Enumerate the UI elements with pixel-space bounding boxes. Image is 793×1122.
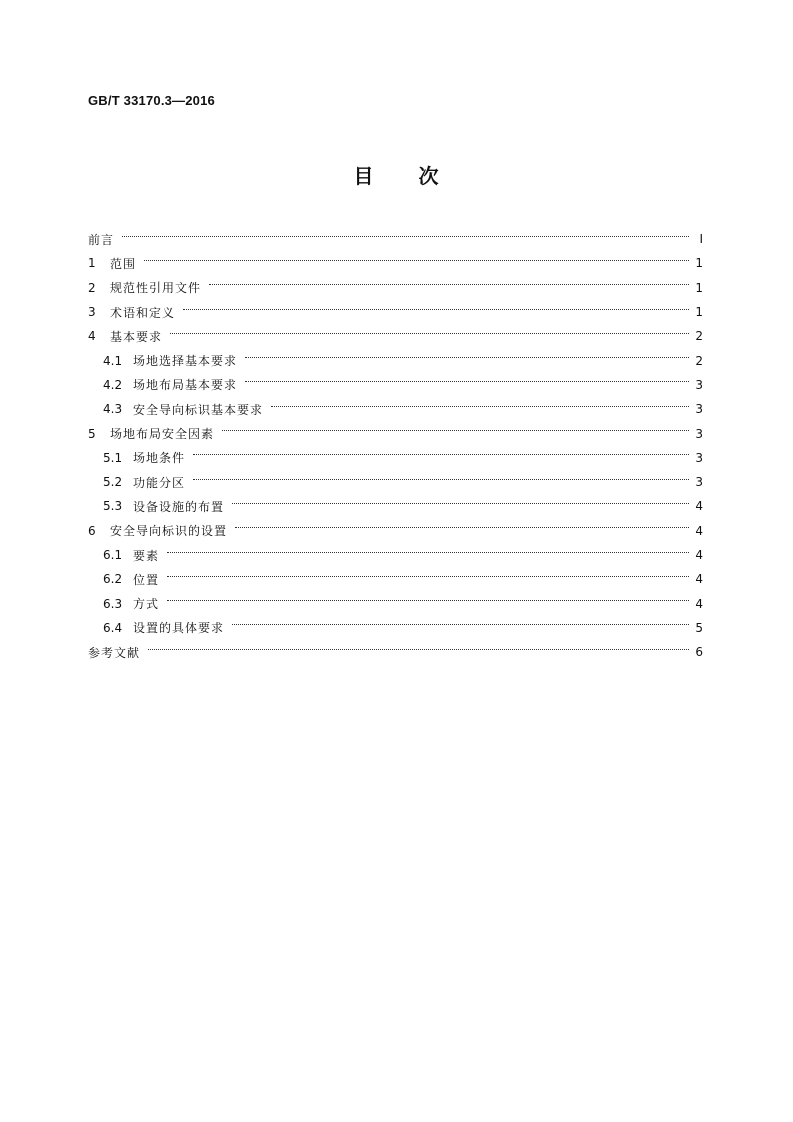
dot-leader bbox=[232, 503, 689, 504]
toc-entry-label: 场地条件 bbox=[133, 451, 186, 466]
toc-entry-number: 5.2 bbox=[103, 475, 123, 490]
dot-leader bbox=[271, 406, 689, 407]
toc-entry-label: 安全导向标识基本要求 bbox=[133, 402, 264, 417]
toc-entry-page: 4 bbox=[695, 499, 703, 514]
toc-entry-page: 3 bbox=[695, 402, 703, 417]
toc-entry-label: 功能分区 bbox=[133, 475, 186, 490]
toc-entry[interactable] bbox=[88, 348, 703, 372]
dot-leader bbox=[245, 357, 689, 358]
toc-entry[interactable] bbox=[88, 300, 703, 324]
toc-entry[interactable] bbox=[88, 591, 703, 615]
toc-entry[interactable] bbox=[88, 446, 703, 470]
toc-entry[interactable] bbox=[88, 470, 703, 494]
dot-leader bbox=[245, 381, 689, 382]
standard-number: GB/T 33170.3—2016 bbox=[88, 93, 215, 108]
page-title bbox=[0, 160, 793, 189]
toc-entry-label: 基本要求 bbox=[110, 329, 163, 344]
dot-leader bbox=[167, 600, 689, 601]
toc-entry-label: 要素 bbox=[133, 548, 160, 563]
dot-leader bbox=[167, 552, 689, 553]
toc-entry-number: 4.2 bbox=[103, 377, 123, 392]
toc-entry-page: 1 bbox=[695, 280, 703, 295]
toc-entry-number: 4 bbox=[88, 329, 96, 344]
toc-entry-label: 参考文献 bbox=[88, 645, 141, 660]
table-of-contents bbox=[88, 227, 703, 664]
toc-entry-page: Ⅰ bbox=[699, 232, 703, 247]
toc-entry-number: 6.3 bbox=[103, 596, 123, 611]
toc-entry-label: 安全导向标识的设置 bbox=[110, 524, 228, 539]
toc-entry-label: 范围 bbox=[110, 256, 137, 271]
toc-entry-page: 4 bbox=[695, 596, 703, 611]
toc-entry-number: 3 bbox=[88, 305, 96, 320]
toc-entry-number: 6.2 bbox=[103, 572, 123, 587]
toc-entry-label: 设置的具体要求 bbox=[133, 621, 225, 636]
toc-entry-page: 2 bbox=[695, 329, 703, 344]
toc-entry[interactable] bbox=[88, 251, 703, 275]
toc-entry-page: 2 bbox=[695, 353, 703, 368]
toc-entry-page: 3 bbox=[695, 450, 703, 465]
toc-entry[interactable] bbox=[88, 227, 703, 251]
toc-entry[interactable] bbox=[88, 373, 703, 397]
dot-leader bbox=[232, 624, 689, 625]
toc-entry[interactable] bbox=[88, 324, 703, 348]
toc-entry-label: 场地布局基本要求 bbox=[133, 378, 238, 393]
toc-entry-label: 场地布局安全因素 bbox=[110, 427, 215, 442]
toc-entry-label: 位置 bbox=[133, 572, 160, 587]
toc-entry-label: 方式 bbox=[133, 597, 160, 612]
toc-entry-label: 规范性引用文件 bbox=[110, 281, 202, 296]
toc-entry[interactable] bbox=[88, 567, 703, 591]
toc-entry-label: 场地选择基本要求 bbox=[133, 354, 238, 369]
toc-entry-page: 5 bbox=[695, 620, 703, 635]
toc-entry-number: 5 bbox=[88, 426, 96, 441]
toc-entry-label: 前言 bbox=[88, 232, 115, 247]
toc-entry-page: 1 bbox=[695, 256, 703, 271]
toc-entry-page: 4 bbox=[695, 548, 703, 562]
toc-entry[interactable] bbox=[88, 616, 703, 640]
title-char-1: 目 bbox=[353, 164, 375, 188]
toc-entry-number: 6.1 bbox=[103, 548, 123, 562]
toc-entry-number: 4.3 bbox=[103, 402, 123, 417]
dot-leader bbox=[122, 236, 689, 237]
toc-entry-page: 4 bbox=[695, 523, 703, 538]
toc-entry[interactable] bbox=[88, 397, 703, 421]
toc-entry[interactable] bbox=[88, 640, 703, 664]
dot-leader bbox=[235, 527, 689, 528]
toc-entry-number: 2 bbox=[88, 280, 96, 295]
toc-entry-number: 1 bbox=[88, 256, 96, 271]
toc-entry-page: 4 bbox=[695, 572, 703, 587]
dot-leader bbox=[209, 284, 689, 285]
toc-entry[interactable] bbox=[88, 519, 703, 543]
toc-entry-number: 5.3 bbox=[103, 499, 123, 514]
toc-entry-page: 3 bbox=[695, 426, 703, 441]
toc-entry[interactable] bbox=[88, 421, 703, 445]
toc-entry[interactable] bbox=[88, 543, 703, 567]
toc-entry-page: 3 bbox=[695, 377, 703, 392]
toc-entry-page: 1 bbox=[695, 305, 703, 320]
dot-leader bbox=[193, 479, 689, 480]
toc-entry[interactable] bbox=[88, 494, 703, 518]
toc-entry-label: 术语和定义 bbox=[110, 305, 176, 320]
toc-entry-number: 4.1 bbox=[103, 353, 123, 368]
dot-leader bbox=[148, 649, 689, 650]
toc-entry-label: 设备设施的布置 bbox=[133, 499, 225, 514]
dot-leader bbox=[183, 309, 689, 310]
toc-entry-number: 6.4 bbox=[103, 620, 123, 635]
toc-entry[interactable] bbox=[88, 276, 703, 300]
toc-entry-number: 6 bbox=[88, 523, 96, 538]
dot-leader bbox=[167, 576, 689, 577]
toc-entry-page: 3 bbox=[695, 475, 703, 490]
title-char-2: 次 bbox=[418, 164, 440, 188]
dot-leader bbox=[222, 430, 689, 431]
dot-leader bbox=[193, 454, 689, 455]
toc-entry-page: 6 bbox=[695, 645, 703, 660]
dot-leader bbox=[170, 333, 689, 334]
dot-leader bbox=[144, 260, 689, 261]
toc-entry-number: 5.1 bbox=[103, 450, 123, 465]
